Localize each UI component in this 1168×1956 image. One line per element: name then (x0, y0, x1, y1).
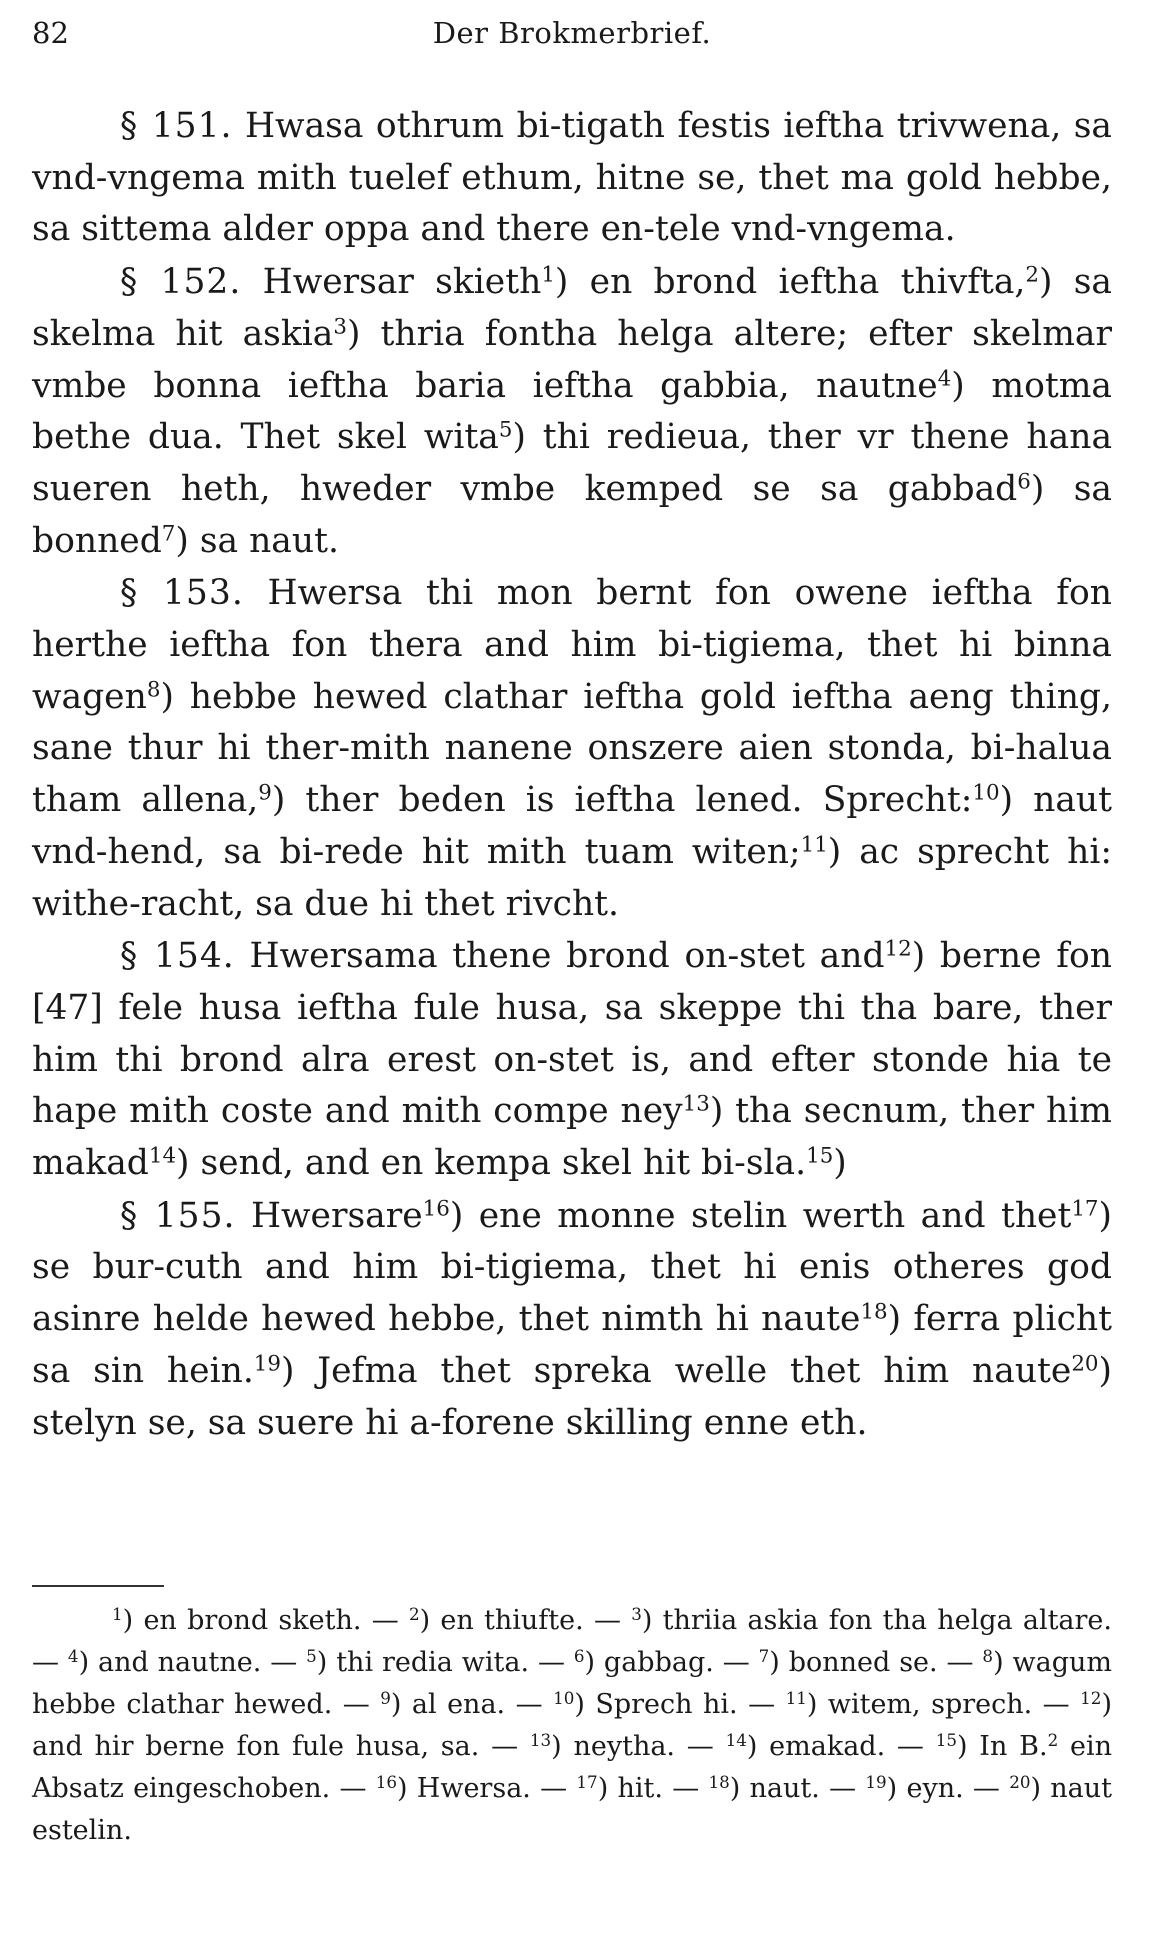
footnote-number: 15 (935, 1729, 957, 1750)
footnote-text: ) hit. — (597, 1773, 709, 1804)
page-header (32, 10, 1112, 50)
footnote-number: 8 (982, 1645, 994, 1666)
footnote-marker: 2 (1025, 262, 1039, 288)
running-title: Der Brokmerbrief. (432, 16, 712, 50)
footnote-marker: 18 (860, 1299, 888, 1325)
text-run: ) Jefma thet spreka welle thet him naute (281, 1350, 1072, 1391)
text-run: ) hebbe hewed clathar ieftha gold ieftha aeng thing, sane thur hi ther-mith nanene onszere aien stonda, bi-halua tham allena, (32, 676, 1112, 821)
footnote-text: ) Hwersa. — (397, 1773, 577, 1804)
footnote-marker: 6 (1017, 469, 1031, 495)
footnote-marker: 16 (422, 1196, 450, 1222)
footnote-number: 9 (380, 1687, 391, 1708)
text-run: ) sa bonned (32, 468, 1112, 561)
text-run: ) ac sprecht hi: withe-racht, sa due hi thet rivcht. (32, 831, 1113, 924)
footnote-text: ) and hir berne fon fule husa, sa. — (32, 1689, 1112, 1762)
text-run: Hwersar skieth (262, 262, 542, 303)
footnote-number: 16 (375, 1771, 397, 1792)
footnote-text: ) Sprech hi. — (574, 1689, 786, 1720)
footnote-text: ) witem, sprech. — (806, 1689, 1081, 1720)
text-run: ) thria fontha helga altere; efter skelmar vmbe bonna ieftha baria ieftha gabbia, nautne (32, 313, 1112, 406)
main-text (32, 101, 1112, 1450)
footnote-marker: 13 (682, 1091, 710, 1117)
footnote-text: ) thi redia wita. — (316, 1647, 574, 1678)
footnote-marker: 17 (1071, 1196, 1099, 1222)
paragraph-155 (32, 1191, 1112, 1450)
footnote-number: 19 (865, 1771, 887, 1792)
text-run: ) ene monne stelin werth and thet (449, 1195, 1072, 1236)
text-run: ) berne fon [47] fele husa ieftha fule husa, sa skeppe thi tha bare, ther him thi brond alra erest on-stet is, and efter stonde hia te hape mith coste and mith compe ney (32, 936, 1112, 1132)
text-run: ) sa skelma hit askia (32, 262, 1112, 354)
footnote-marker: 20 (1071, 1351, 1099, 1377)
footnote-number: 3 (631, 1603, 642, 1624)
footnote-marker: 5 (498, 417, 513, 443)
text-run: ) ther beden is ieftha lened. Sprecht: (271, 780, 973, 821)
text-run: Hwersa thi mon bernt fon owene ieftha fon herthe ieftha fon thera and him bi-tigiema, thet hi binna wagen (32, 573, 1112, 717)
text-run: ) naut vnd-hend, sa bi-rede hit mith tuam witen; (32, 780, 1112, 872)
footnote-text: ) wagum hebbe clathar hewed. — (32, 1647, 1112, 1720)
footnote-text: ) thriia askia fon tha helga altare. — (32, 1605, 1112, 1678)
footnote-number: 4 (67, 1645, 79, 1666)
section-number: § 153. (120, 573, 244, 614)
footnote-marker: 15 (806, 1143, 834, 1169)
text-run: ) send, and en kempa skel hit bi-sla. (176, 1143, 807, 1184)
footnote-text: ) bonned se. — (769, 1647, 983, 1678)
text-run: ) en brond ieftha thivfta, (554, 262, 1026, 303)
footnote-text: ) neytha. — (551, 1731, 726, 1762)
footnote-text: ein Absatz eingeschoben. — (32, 1731, 1112, 1804)
footnote-number: 10 (553, 1687, 575, 1708)
text-run: Hwersama thene brond on-stet and (249, 936, 885, 977)
paragraph-text: Hwasa othrum bi-tigath festis ieftha trivwena, sa vnd-vngema mith tuelef ethum, hitne se, thet ma gold hebbe, sa sittema alder oppa and there en-tele vnd-vngema. (32, 106, 1112, 250)
text-run: Hwersare (250, 1195, 423, 1236)
footnote-text: ) al ena. — (390, 1689, 554, 1720)
footnote-number: 13 (529, 1729, 552, 1750)
footnote-marker: 4 (937, 365, 952, 391)
footnote-number: 2 (1047, 1729, 1059, 1750)
footnote-text: ) and nautne. — (78, 1647, 307, 1678)
footnote-marker: 3 (333, 314, 347, 340)
footnote-marker: 9 (258, 780, 272, 806)
footnote-number: 1 (112, 1603, 123, 1624)
footnote-number: 11 (785, 1687, 807, 1708)
footnote-marker: 19 (253, 1351, 281, 1377)
text-run: ) tha secnum, ther him makad (32, 1091, 1112, 1184)
footnote-number: 7 (758, 1645, 770, 1666)
text-run: ) stelyn se, sa suere hi a-forene skilling enne eth. (32, 1350, 1112, 1443)
footnote-divider (32, 1585, 164, 1587)
footnote-marker: 7 (161, 520, 176, 546)
page-number: 82 (32, 16, 69, 50)
section-number: § 155. (120, 1195, 236, 1236)
footnote-marker: 8 (146, 676, 161, 702)
footnote-number: 6 (573, 1645, 585, 1666)
footnote-text: ) naut. — (729, 1773, 866, 1804)
footnote-marker: 10 (972, 780, 1000, 806)
footnote-marker: 11 (800, 832, 828, 858)
text-run: ) motma bethe dua. Thet skel wita (32, 365, 1112, 458)
footnote-marker: 12 (884, 936, 912, 962)
footnote-text: ) emakad. — (746, 1731, 936, 1762)
text-run: ) se bur-cuth and him bi-tigiema, thet hi enis otheres god asinre helde hewed hebbe, thet nimth hi naute (32, 1195, 1112, 1340)
paragraph-152 (32, 257, 1112, 567)
section-number: § 154. (120, 936, 235, 977)
footnote-number: 18 (708, 1771, 730, 1792)
footnote-number: 2 (408, 1603, 420, 1624)
footnote-number: 20 (1009, 1771, 1031, 1792)
footnote-text: ) naut estelin. (32, 1773, 1112, 1846)
footnote-text: ) en brond sketh. — (122, 1605, 409, 1636)
footnote-text: ) In B. (957, 1731, 1048, 1762)
text-run: ) ferra plicht sa sin hein. (32, 1299, 1112, 1391)
footnote-text: ) eyn. — (886, 1773, 1010, 1804)
paragraph-154 (32, 931, 1112, 1190)
footnote-text: ) en thiufte. — (419, 1605, 632, 1636)
footnote-number: 12 (1080, 1687, 1102, 1708)
footnote-number: 5 (306, 1645, 317, 1666)
section-number: § 151. (120, 106, 233, 146)
footnote-number: 17 (576, 1771, 598, 1792)
paragraph-151 (32, 101, 1112, 256)
footnote-marker: 1 (541, 262, 555, 288)
section-number: § 152. (120, 262, 242, 303)
text-run: ) (833, 1143, 847, 1184)
text-run: ) sa naut. (175, 520, 339, 561)
footnotes (32, 1600, 1112, 1852)
footnote-marker: 14 (148, 1143, 177, 1169)
footnote-number: 14 (725, 1729, 747, 1750)
text-run: ) thi redieua, ther vr thene hana sueren heth, hweder vmbe kemped se sa gabbad (32, 417, 1113, 509)
footnote-text: ) gabbag. — (584, 1647, 759, 1678)
paragraph-153 (32, 568, 1112, 930)
